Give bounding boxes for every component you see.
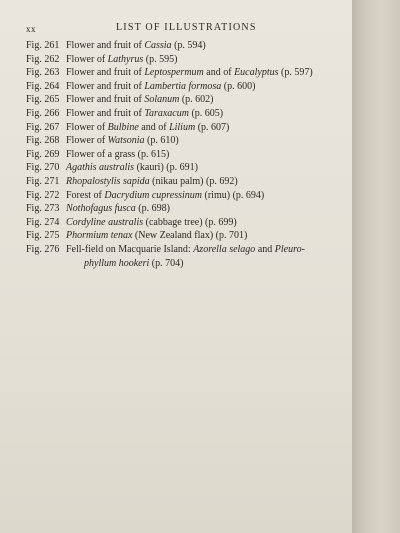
figure-entry	[26, 229, 338, 243]
caption-line	[66, 148, 338, 162]
caption-text: (New Zealand flax) (p. 701)	[132, 230, 248, 242]
taxon-name: Agathis australis	[66, 162, 135, 174]
figure-number: Fig. 262	[26, 53, 60, 65]
figure-caption	[66, 243, 338, 270]
taxon-name: Watsonia	[107, 135, 145, 147]
taxon-name: Bulbine	[107, 121, 139, 133]
taxon-name: phyllum hookeri	[84, 257, 150, 269]
figure-caption	[66, 161, 338, 175]
figure-number: Fig. 271	[26, 175, 60, 187]
caption-text: and	[255, 243, 275, 255]
figure-entry	[26, 134, 338, 148]
caption-line	[66, 189, 338, 203]
figure-caption	[66, 216, 338, 230]
figure-number: Fig. 276	[26, 243, 60, 255]
figure-entry	[26, 175, 338, 189]
figure-entry	[26, 121, 338, 135]
caption-text: (p. 597)	[278, 67, 313, 79]
figure-number: Fig. 263	[26, 67, 60, 79]
figure-entry	[26, 148, 338, 162]
caption-text: (p. 594)	[171, 40, 206, 51]
caption-text: (p. 698)	[135, 203, 170, 215]
taxon-name: Dacrydium cupressinum	[104, 189, 203, 201]
figure-number: Fig. 266	[26, 107, 60, 119]
taxon-name: Lambertia formosa	[144, 80, 222, 92]
figure-entry	[26, 53, 338, 67]
figure-number: Fig. 265	[26, 94, 60, 106]
caption-text: (p. 600)	[221, 80, 256, 92]
caption-line	[66, 202, 338, 216]
caption-line	[66, 39, 338, 53]
caption-text: (kauri) (p. 691)	[134, 162, 198, 174]
caption-text: (cabbage tree) (p. 699)	[143, 216, 237, 228]
figure-caption	[66, 134, 338, 148]
caption-text: (p. 595)	[143, 53, 178, 65]
figure-entry	[26, 189, 338, 203]
caption-line	[66, 121, 338, 135]
caption-text: Flower of a grass (p. 615)	[66, 148, 170, 160]
caption-text: Flower and fruit of	[66, 107, 145, 119]
figure-caption	[66, 80, 338, 94]
running-head	[26, 22, 336, 36]
caption-line	[66, 161, 338, 175]
figure-number: Fig. 270	[26, 162, 60, 174]
caption-line	[66, 175, 338, 189]
caption-text: (nikau palm) (p. 692)	[149, 175, 238, 187]
caption-line	[66, 53, 338, 67]
taxon-name: Azorella selago	[193, 243, 256, 255]
caption-line	[66, 66, 338, 80]
caption-text: Flower of	[66, 135, 108, 147]
page-edge-shadow	[352, 0, 400, 533]
figure-caption	[66, 53, 338, 67]
running-head-title: LIST OF ILLUSTRATIONS	[116, 22, 257, 33]
taxon-name: Pleuro-	[274, 243, 305, 255]
figure-caption	[66, 229, 338, 243]
figure-number: Fig. 268	[26, 135, 60, 147]
caption-line	[66, 134, 338, 148]
figure-entry	[26, 202, 338, 216]
illustrations-list	[26, 39, 338, 270]
figure-entry	[26, 80, 338, 94]
figure-entry	[26, 107, 338, 121]
figure-entry	[26, 161, 338, 175]
caption-text: (p. 610)	[144, 135, 179, 147]
taxon-name: Solanum	[144, 94, 180, 106]
figure-entry	[26, 243, 338, 270]
taxon-name: Lilium	[169, 121, 196, 133]
figure-entry	[26, 216, 338, 230]
caption-text: (rimu) (p. 694)	[202, 189, 265, 201]
caption-text: (p. 607)	[195, 121, 230, 133]
caption-line	[66, 107, 338, 121]
caption-line	[66, 93, 338, 107]
figure-caption	[66, 202, 338, 216]
caption-line	[66, 80, 338, 94]
figure-caption	[66, 39, 338, 53]
caption-text: Flower of	[66, 53, 108, 65]
caption-text: Flower and fruit of	[66, 94, 145, 106]
figure-number: Fig. 261	[26, 40, 60, 51]
taxon-name: Nothofagus fusca	[66, 203, 136, 215]
taxon-name: Eucalyptus	[234, 67, 279, 79]
figure-number: Fig. 264	[26, 80, 60, 92]
figure-number: Fig. 269	[26, 148, 60, 160]
taxon-name: Phormium tenax	[66, 230, 133, 242]
figure-number: Fig. 267	[26, 121, 60, 133]
figure-caption	[66, 107, 338, 121]
figure-entry	[26, 93, 338, 107]
caption-text: (p. 605)	[188, 107, 224, 119]
figure-caption	[66, 148, 338, 162]
caption-text: Flower and fruit of	[66, 40, 145, 51]
caption-text: and of	[138, 121, 170, 133]
figure-caption	[66, 189, 338, 203]
figure-entry	[26, 66, 338, 80]
figure-number: Fig. 273	[26, 203, 60, 215]
caption-text: Forest of	[66, 189, 105, 201]
caption-continuation-line	[66, 257, 338, 271]
taxon-name: Lathyrus	[107, 53, 144, 65]
caption-line	[66, 243, 338, 257]
figure-number: Fig. 274	[26, 216, 60, 228]
taxon-name: Cordyline australis	[66, 216, 144, 228]
taxon-name: Rhopalostylis sapida	[66, 175, 150, 187]
caption-text: Fell-field on Macquarie Island:	[66, 243, 194, 255]
caption-text: Flower of	[66, 121, 108, 133]
taxon-name: Taraxacum	[144, 107, 189, 119]
figure-caption	[66, 175, 338, 189]
figure-number: Fig. 275	[26, 230, 60, 242]
caption-text: Flower and fruit of	[66, 80, 145, 92]
caption-line	[66, 229, 338, 243]
caption-text: (p. 602)	[179, 94, 214, 106]
taxon-name: Cassia	[144, 40, 172, 51]
figure-caption	[66, 121, 338, 135]
page-folio: xx	[26, 24, 36, 34]
caption-text: (p. 704)	[149, 257, 184, 269]
figure-caption	[66, 66, 338, 80]
figure-number: Fig. 272	[26, 189, 60, 201]
taxon-name: Leptospermum	[144, 67, 204, 79]
figure-entry	[26, 39, 338, 53]
caption-text: and of	[203, 67, 235, 79]
figure-caption	[66, 93, 338, 107]
caption-line	[66, 216, 338, 230]
caption-text: Flower and fruit of	[66, 67, 145, 79]
